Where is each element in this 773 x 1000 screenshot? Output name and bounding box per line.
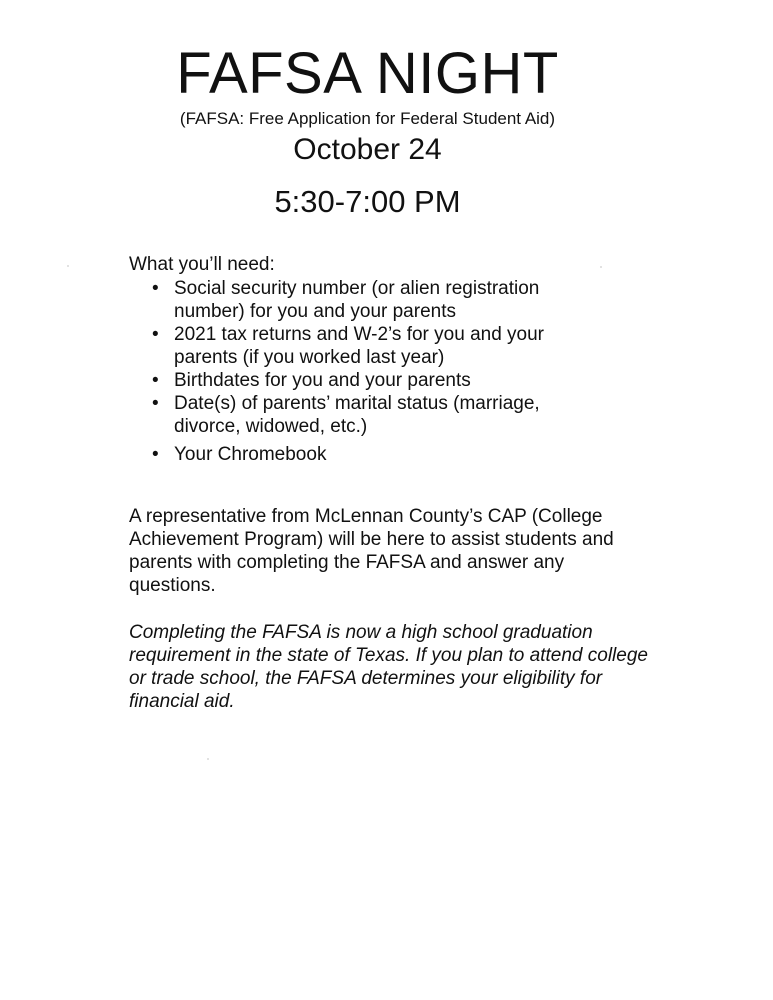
bullet-icon: • — [152, 444, 159, 465]
list-item — [150, 369, 610, 392]
list-item-text: Date(s) of parents’ marital status (marriage, divorce, widowed, etc.) — [174, 393, 540, 437]
list-item-text: 2021 tax returns and W-2’s for you and your parents (if you worked last year) — [174, 324, 545, 368]
scan-speck — [67, 265, 69, 267]
requirement-paragraph: Completing the FAFSA is now a high school graduation requirement in the state of Texas. If you plan to attend college or trade school, the FAFSA determines your eligibility for financial aid. — [129, 622, 648, 712]
list-item — [150, 323, 610, 369]
list-item — [150, 443, 610, 466]
event-time: 5:30-7:00 PM — [274, 184, 461, 219]
flyer-title: FAFSA NIGHT — [176, 41, 559, 106]
needs-heading: What you’ll need: — [129, 254, 275, 275]
bullet-icon: • — [152, 393, 159, 414]
list-item-text: Birthdates for you and your parents — [174, 370, 471, 391]
event-date: October 24 — [293, 133, 442, 166]
scan-speck — [207, 758, 209, 760]
list-item-text: Your Chromebook — [174, 444, 327, 465]
flyer-subtitle: (FAFSA: Free Application for Federal Student Aid) — [179, 109, 556, 128]
list-item-text: Social security number (or alien registration number) for you and your parents — [174, 278, 540, 322]
representative-paragraph: A representative from McLennan County’s CAP (College Achievement Program) will be here to assist students and parents with completing the FAFSA and answer any questions. — [129, 506, 614, 596]
list-item — [150, 392, 610, 438]
bullet-icon: • — [152, 278, 159, 299]
bullet-icon: • — [152, 324, 159, 345]
list-item — [150, 277, 610, 323]
needs-list — [150, 277, 610, 466]
scan-speck — [600, 266, 602, 268]
bullet-icon: • — [152, 370, 159, 391]
